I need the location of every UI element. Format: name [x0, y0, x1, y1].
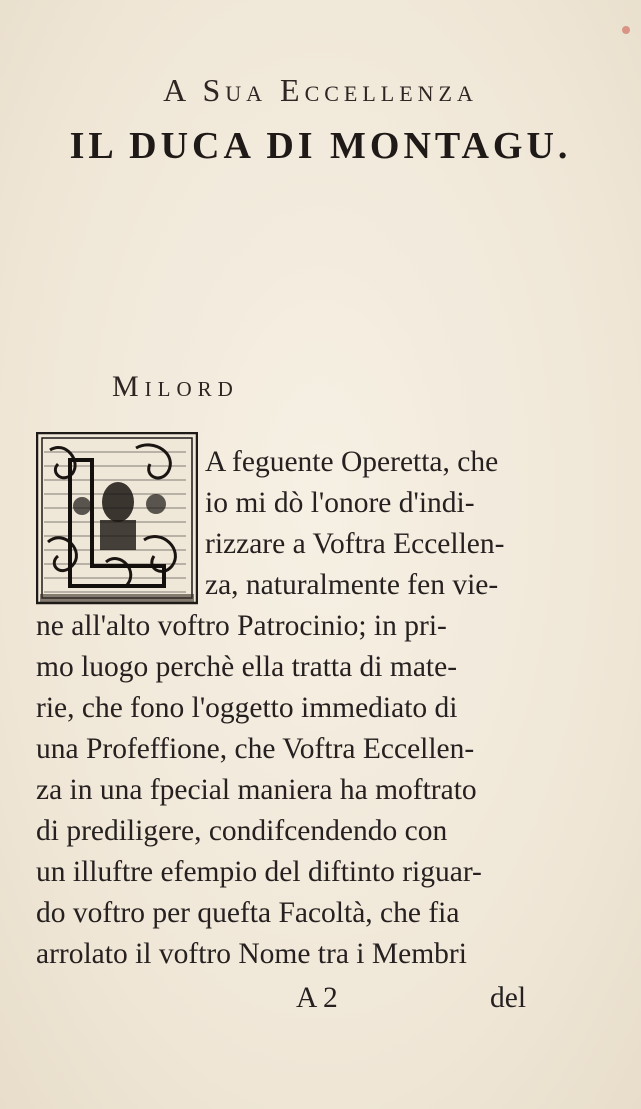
ink-stain — [622, 26, 630, 34]
body-line: mo luogo perchè ella tratta di mate- — [36, 651, 458, 683]
body-line: A feguente Operetta, che — [205, 446, 499, 478]
dedication-heading: A Sua Eccellenza — [163, 72, 478, 108]
body-line: io mi dò l'onore d'indi- — [205, 487, 475, 519]
body-line: un illuftre efempio del diftinto riguar- — [36, 856, 482, 888]
salutation: Milord — [112, 370, 239, 403]
catchword: del — [490, 982, 527, 1014]
body-line: rie, che fono l'oggetto immediato di — [36, 692, 458, 724]
body-line: arrolato il voftro Nome tra i Membri — [36, 938, 467, 970]
body-line: di prediligere, condifcendendo con — [36, 815, 448, 847]
body-line: ne all'alto voftro Patrocinio; in pri- — [36, 610, 447, 642]
decorative-initial — [36, 432, 198, 606]
signature-mark: A 2 — [296, 982, 338, 1014]
body-line: rizzare a Voftra Eccellen- — [205, 528, 505, 560]
body-line: za, naturalmente fen vie- — [205, 569, 499, 601]
body-line: do voftro per quefta Facoltà, che fia — [36, 897, 460, 929]
woodcut-initial-icon — [36, 432, 198, 606]
body-line: za in una fpecial maniera ha moftrato — [36, 774, 477, 806]
body-line: una Profeffione, che Voftra Eccellen- — [36, 733, 475, 765]
recipient-heading: IL DUCA DI MONTAGU. — [69, 125, 572, 167]
